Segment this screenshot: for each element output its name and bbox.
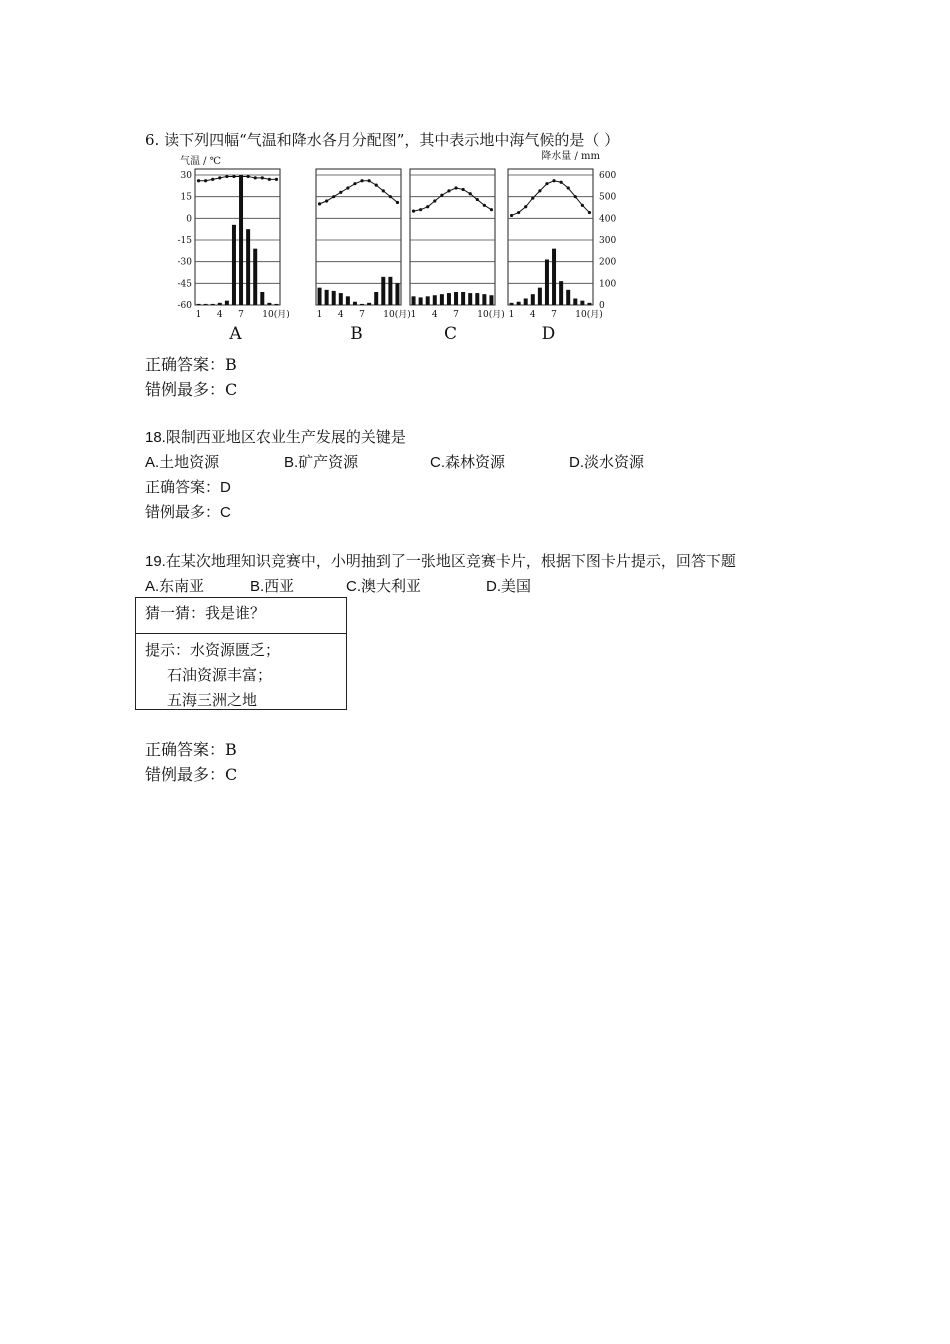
temperature-point [454, 186, 457, 189]
precipitation-bar [360, 304, 364, 305]
panel-label: C [443, 324, 458, 344]
q19-most-wrong: 错例最多：C [145, 765, 238, 784]
precipitation-bar [218, 303, 222, 305]
precipitation-bar [426, 296, 430, 305]
question-6: 6. 读下列四幅“气温和降水各月分配图”，其中表示地中海气候的是（ ） [145, 131, 620, 149]
precipitation-bar [454, 292, 458, 305]
temperature-point [524, 205, 527, 208]
temperature-point [538, 189, 541, 192]
precipitation-bar [573, 299, 577, 306]
precipitation-bar [267, 303, 271, 305]
precipitation-bar [566, 290, 570, 305]
panel-frame [508, 169, 593, 305]
climate-panel-c [410, 169, 505, 344]
temperature-point [574, 195, 577, 198]
temperature-point [239, 175, 242, 178]
left-tick-label: 0 [186, 214, 192, 225]
month-tick-label: 4 [431, 310, 438, 320]
precipitation-bar [580, 301, 584, 305]
q19-correct-answer: 正确答案：B [145, 740, 237, 759]
q19-option-d: D.美国 [486, 578, 532, 595]
precipitation-bar [353, 302, 357, 305]
month-tick-label: 4 [216, 310, 223, 320]
quiz-card-title: 猜一猜：我是谁？ [136, 598, 346, 634]
panel-label: B [350, 324, 363, 344]
quiz-card [135, 597, 347, 710]
temperature-line [414, 188, 492, 211]
temperature-point [517, 211, 520, 214]
precipitation-bar [447, 293, 451, 305]
q18-option-c: C.森林资源 [430, 454, 506, 471]
precipitation-bar [339, 293, 343, 305]
precipitation-bar [381, 277, 385, 305]
precipitation-bar [204, 304, 208, 305]
precipitation-bar [260, 292, 264, 305]
panel-label: D [541, 324, 556, 344]
temperature-point [254, 176, 257, 179]
month-tick-label: 10(月) [262, 310, 290, 320]
month-tick-label: 7 [359, 310, 365, 320]
climate-panel-a [195, 169, 290, 344]
temperature-point [440, 194, 443, 197]
precipitation-bar [253, 249, 257, 305]
temperature-point [567, 186, 570, 189]
temperature-line [512, 181, 590, 216]
right-tick-label: 500 [599, 192, 617, 203]
temperature-point [412, 210, 415, 213]
temperature-point [552, 179, 555, 182]
precipitation-bar [552, 249, 556, 305]
temperature-point [360, 179, 363, 182]
q18-option-d: D.淡水资源 [569, 454, 645, 471]
precipitation-bar [468, 293, 472, 305]
temperature-point [225, 175, 228, 178]
right-tick-label: 200 [599, 257, 617, 268]
temperature-point [218, 176, 221, 179]
quiz-card-hint: 五海三洲之地 [167, 691, 258, 709]
precipitation-bar [332, 291, 336, 305]
left-tick-label: -45 [177, 279, 192, 290]
temperature-point [447, 189, 450, 192]
climate-panel-b [316, 169, 411, 344]
precipitation-bar [246, 229, 250, 305]
month-tick-label: 7 [551, 310, 557, 320]
precipitation-bar [510, 303, 514, 305]
temperature-point [353, 182, 356, 185]
precipitation-bar [325, 290, 329, 305]
temperature-point [483, 204, 486, 207]
precipitation-bar [559, 281, 563, 305]
temperature-point [389, 195, 392, 198]
precipitation-bar [211, 304, 215, 305]
right-tick-label: 400 [599, 214, 617, 225]
panel-frame [316, 169, 401, 305]
month-tick-label: 7 [238, 310, 244, 320]
temperature-point [346, 186, 349, 189]
question-19: 19.在某次地理知识竞赛中，小明抽到了一张地区竞赛卡片，根据下图卡片提示，回答下题 [145, 553, 736, 570]
precipitation-bar [412, 296, 416, 305]
precipitation-bar [274, 304, 278, 305]
month-tick-label: 1 [410, 310, 417, 320]
panel-frame [195, 169, 280, 305]
right-tick-label: 300 [599, 236, 617, 246]
temperature-point [490, 208, 493, 211]
precipitation-bar [587, 303, 591, 305]
precipitation-bar [433, 295, 437, 305]
panel-label: A [229, 324, 242, 344]
temperature-point [375, 184, 378, 187]
precipitation-bar [239, 175, 243, 305]
right-tick-label: 600 [599, 171, 617, 181]
temperature-point [275, 178, 278, 181]
right-axis-label: 降水量 / mm [541, 151, 600, 162]
month-tick-label: 10(月) [575, 310, 603, 320]
temperature-point [531, 197, 534, 200]
temperature-point [261, 176, 264, 179]
precipitation-bar [419, 297, 423, 305]
left-tick-label: 30 [180, 171, 192, 181]
temperature-point [545, 182, 548, 185]
temperature-point [433, 199, 436, 202]
precipitation-bar [225, 301, 229, 305]
temperature-point [469, 192, 472, 195]
temperature-point [204, 179, 207, 182]
precipitation-bar [461, 292, 465, 305]
month-tick-label: 10(月) [383, 310, 411, 320]
temperature-line [199, 176, 277, 180]
temperature-point [396, 201, 399, 204]
temperature-point [560, 181, 563, 184]
climate-charts-figure [170, 147, 617, 345]
precipitation-bar [197, 304, 201, 305]
precipitation-bar [517, 302, 521, 305]
left-tick-label: 15 [180, 192, 192, 203]
right-tick-label: 0 [599, 301, 605, 311]
precipitation-bar [367, 303, 371, 305]
month-tick-label: 7 [453, 310, 459, 320]
temperature-point [232, 175, 235, 178]
left-axis-label: 气温 / ℃ [180, 156, 221, 167]
quiz-card-hint: 石油资源丰富； [167, 666, 273, 684]
month-tick-label: 1 [508, 310, 515, 320]
temperature-point [211, 178, 214, 181]
month-tick-label: 10(月) [477, 310, 505, 320]
month-tick-label: 4 [529, 310, 536, 320]
temperature-point [419, 208, 422, 211]
temperature-line [320, 181, 398, 204]
climate-panel-d [508, 169, 603, 344]
left-tick-label: -60 [177, 301, 192, 311]
precipitation-bar [440, 294, 444, 305]
q19-option-a: A.东南亚 [145, 578, 205, 595]
precipitation-bar [395, 283, 399, 305]
temperature-point [247, 175, 250, 178]
precipitation-bar [232, 225, 236, 305]
q6-most-wrong: 错例最多：C [145, 380, 238, 399]
question-18: 18.限制西亚地区农业生产发展的关键是 [145, 429, 406, 446]
q18-option-a: A.土地资源 [145, 454, 220, 471]
left-tick-label: -15 [177, 236, 192, 246]
temperature-point [426, 205, 429, 208]
precipitation-bar [475, 293, 479, 305]
temperature-point [382, 189, 385, 192]
q18-option-b: B.矿产资源 [284, 454, 359, 471]
temperature-point [268, 178, 271, 181]
precipitation-bar [545, 260, 549, 306]
temperature-point [462, 188, 465, 191]
temperature-point [339, 191, 342, 194]
precipitation-bar [489, 295, 493, 305]
month-tick-label: 4 [337, 310, 344, 320]
month-tick-label: 1 [316, 310, 323, 320]
q18-correct-answer: 正确答案：D [145, 479, 231, 496]
temperature-point [332, 195, 335, 198]
precipitation-bar [346, 296, 350, 305]
month-tick-label: 1 [195, 310, 202, 320]
left-tick-label: -30 [177, 257, 192, 268]
temperature-point [510, 214, 513, 217]
temperature-point [197, 179, 200, 182]
precipitation-bar [374, 292, 378, 305]
q6-correct-answer: 正确答案：B [145, 355, 237, 374]
quiz-card-hints [136, 634, 346, 713]
temperature-point [581, 204, 584, 207]
precipitation-bar [318, 288, 322, 305]
temperature-point [318, 202, 321, 205]
q19-option-b: B.西亚 [250, 578, 295, 595]
temperature-point [588, 211, 591, 214]
precipitation-bar [524, 299, 528, 306]
temperature-point [476, 198, 479, 201]
precipitation-bar [482, 294, 486, 305]
temperature-point [368, 179, 371, 182]
right-tick-label: 100 [599, 279, 617, 290]
q19-option-c: C.澳大利亚 [346, 578, 422, 595]
precipitation-bar [538, 288, 542, 305]
temperature-point [325, 199, 328, 202]
precipitation-bar [388, 277, 392, 305]
quiz-card-hint: 提示：水资源匮乏； [145, 641, 281, 659]
precipitation-bar [531, 294, 535, 305]
q18-most-wrong: 错例最多：C [145, 504, 231, 521]
